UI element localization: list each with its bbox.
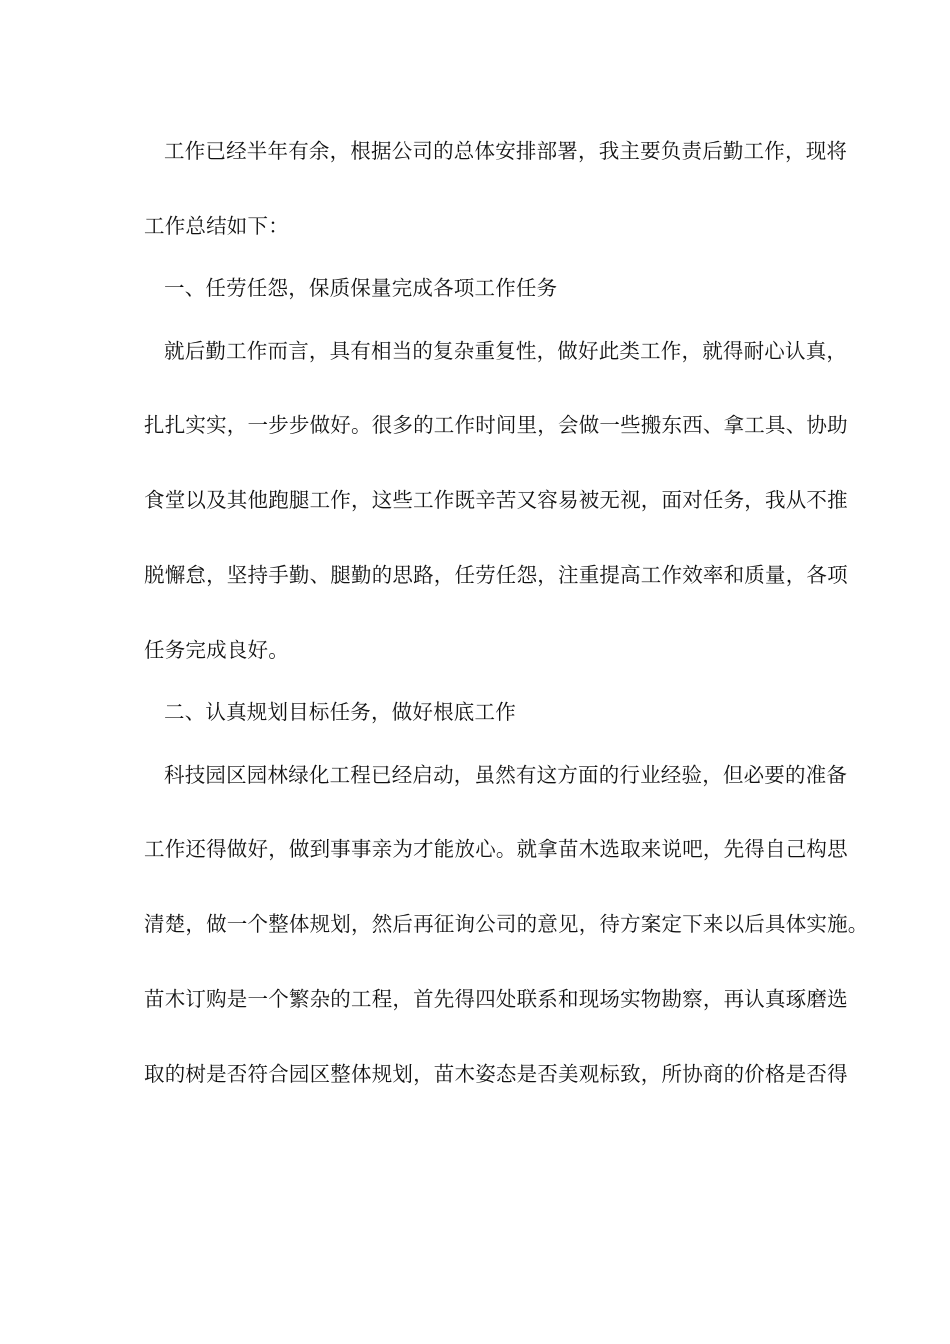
- section-heading-1: 一、任劳任怨，保质保量完成各项工作任务: [164, 276, 558, 300]
- section-heading-2: 二、认真规划目标任务，做好根底工作: [164, 700, 516, 724]
- paragraph-2-line-4: 脱懈怠，坚持手勤、腿勤的思路，任劳任怨，注重提高工作效率和质量，各项: [144, 563, 848, 587]
- paragraph-3-line-2: 工作还得做好，做到事事亲为才能放心。就拿苗木选取来说吧，先得自己构思: [144, 837, 848, 861]
- paragraph-2-line-3: 食堂以及其他跑腿工作，这些工作既辛苦又容易被无视，面对任务，我从不推: [144, 488, 848, 512]
- paragraph-1-line-1: 工作已经半年有余，根据公司的总体安排部署，我主要负责后勤工作，现将: [164, 139, 848, 163]
- paragraph-3-line-1: 科技园区园林绿化工程已经启动，虽然有这方面的行业经验，但必要的准备: [164, 763, 848, 787]
- paragraph-2-line-1: 就后勤工作而言，具有相当的复杂重复性，做好此类工作，就得耐心认真，: [164, 339, 848, 363]
- paragraph-3-line-4: 苗木订购是一个繁杂的工程，首先得四处联系和现场实物勘察，再认真琢磨选: [144, 987, 848, 1011]
- paragraph-3-line-5: 取的树是否符合园区整体规划，苗木姿态是否美观标致，所协商的价格是否得: [144, 1062, 848, 1086]
- paragraph-3-line-3: 清楚，做一个整体规划，然后再征询公司的意见，待方案定下来以后具体实施。: [144, 912, 869, 936]
- paragraph-1-line-2: 工作总结如下：: [144, 214, 289, 238]
- paragraph-2-line-5: 任务完成良好。: [144, 638, 289, 662]
- paragraph-2-line-2: 扎扎实实，一步步做好。很多的工作时间里，会做一些搬东西、拿工具、协助: [144, 413, 848, 437]
